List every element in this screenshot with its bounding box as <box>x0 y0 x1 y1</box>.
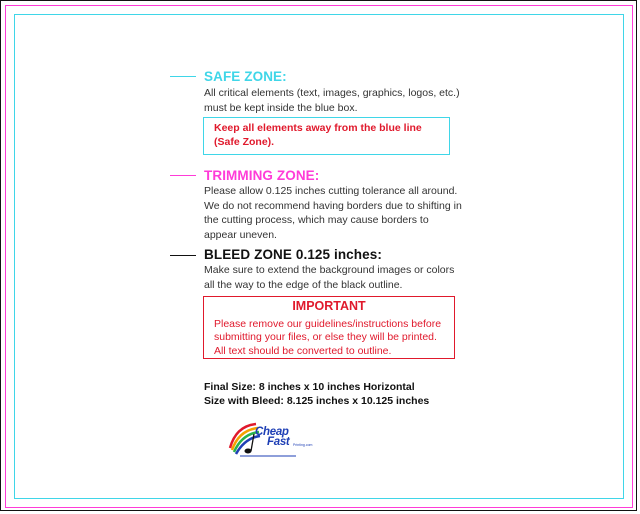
important-title: IMPORTANT <box>292 299 366 313</box>
trimming-zone-body <box>204 184 462 242</box>
important-body-line: Please remove our guidelines/instructions before <box>214 318 442 330</box>
trimming-zone-body-line: appear uneven. <box>204 228 277 241</box>
important-body-line: All text should be converted to outline. <box>214 344 392 357</box>
trimming-zone-title: TRIMMING ZONE: <box>204 168 320 183</box>
important-box <box>203 296 455 359</box>
trimming-zone-body-line: the cutting process, which may cause borders to <box>204 214 429 227</box>
logo-word-fast: Fast <box>267 436 290 448</box>
company-logo <box>226 418 326 460</box>
safe-zone-note-line: (Safe Zone). <box>214 136 275 148</box>
bleed-zone-body <box>204 263 454 292</box>
safe-zone-note-box <box>203 117 450 155</box>
safe-zone-note-line: Keep all elements away from the blue line <box>214 122 422 134</box>
important-body-line: submitting your files, or else they will be printed. <box>214 331 437 344</box>
bleed-zone-marker <box>170 255 196 256</box>
trimming-zone-marker <box>170 175 196 176</box>
safe-zone-body-line: All critical elements (text, images, graphics, logos, etc.) <box>204 87 460 99</box>
size-with-bleed: Size with Bleed: 8.125 inches x 10.125 inches <box>204 394 430 407</box>
safe-zone-body <box>204 86 460 115</box>
logo-word-printing: Printing.com <box>293 443 313 447</box>
trimming-zone-body-line: We do not recommend having borders due to shifting in <box>204 199 462 212</box>
size-info <box>204 381 429 408</box>
final-size: Final Size: 8 inches x 10 inches Horizontal <box>204 381 415 393</box>
important-body <box>214 318 441 358</box>
safe-zone-body-line: must be kept inside the blue box. <box>204 101 358 114</box>
logo-word-cheap: Cheap <box>255 426 289 438</box>
safe-zone-title: SAFE ZONE: <box>204 69 287 84</box>
bleed-zone-title: BLEED ZONE 0.125 inches: <box>204 247 382 262</box>
trimming-zone-body-line: Please allow 0.125 inches cutting tolerance all around. <box>204 185 458 197</box>
bleed-zone-body-line: all the way to the edge of the black outline. <box>204 278 403 291</box>
safe-zone-marker <box>170 76 196 77</box>
bleed-zone-body-line: Make sure to extend the background images or colors <box>204 264 455 276</box>
